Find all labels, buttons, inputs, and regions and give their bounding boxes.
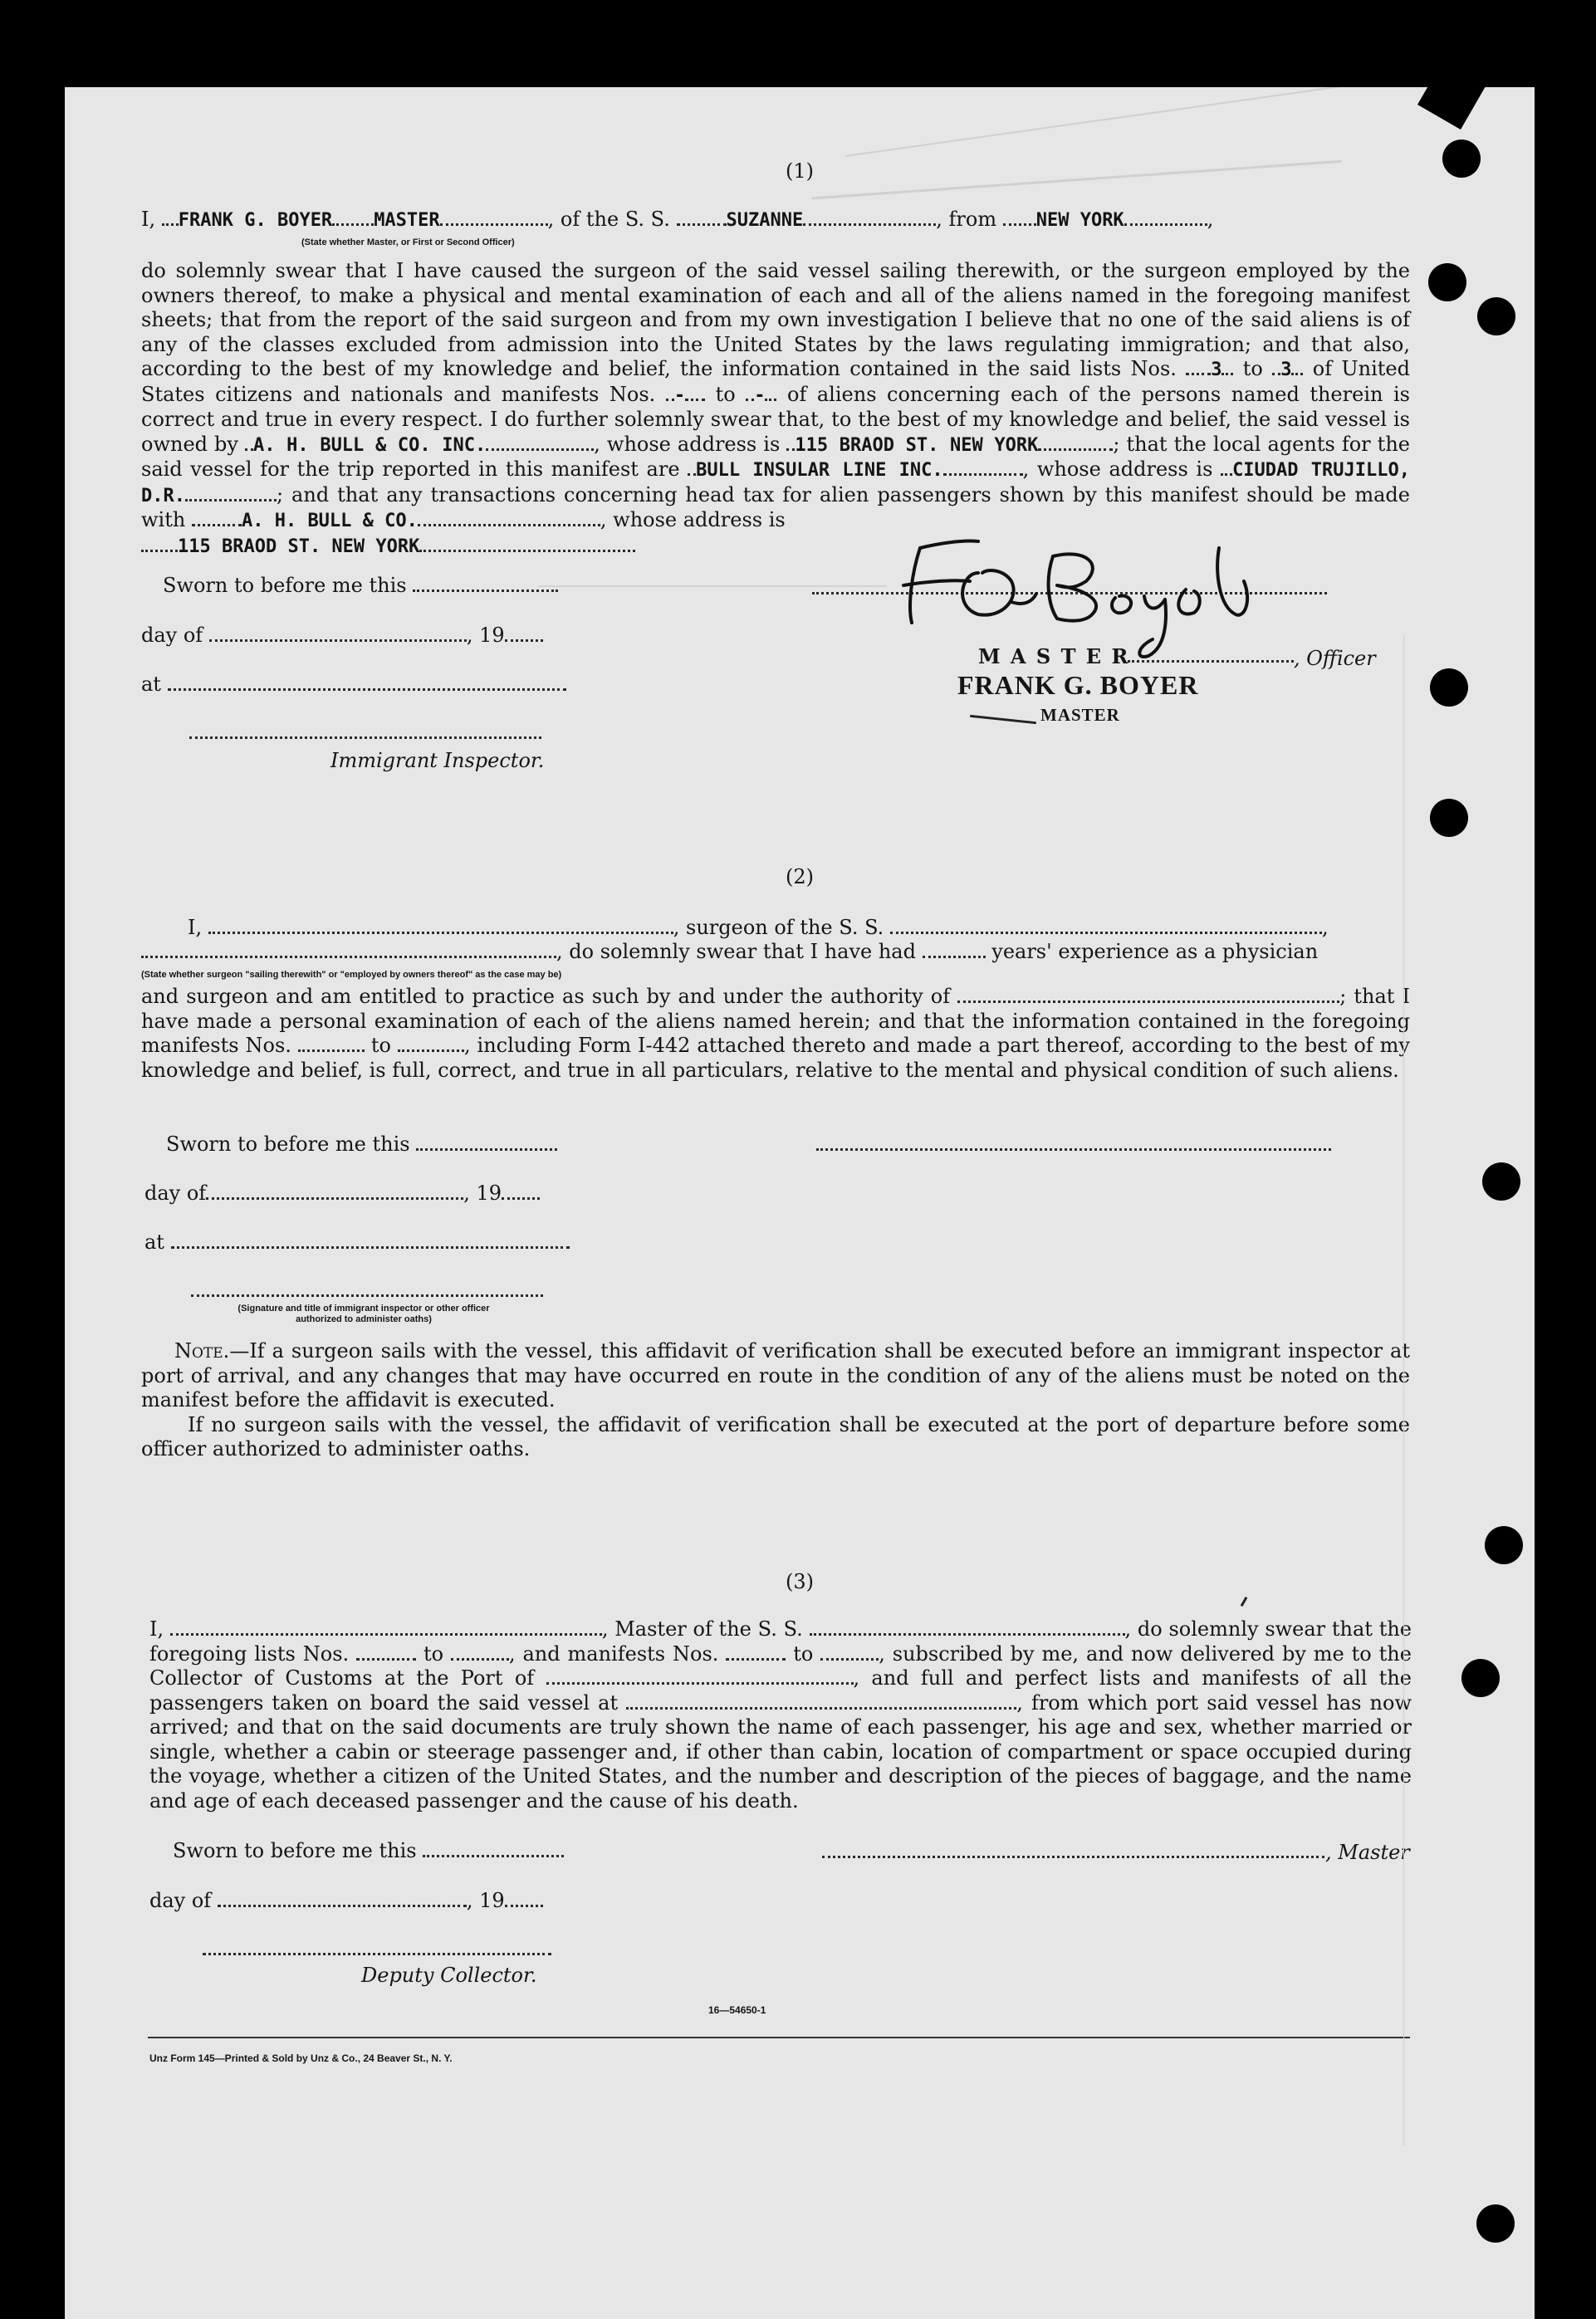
surgeon-of-label: , surgeon of the S. S. [673,916,884,939]
punch-hole [1430,799,1468,837]
owner-name: A. H. BULL & CO. INC. [253,434,487,456]
master-role-stamp: MASTER [1040,705,1120,725]
section-3-affidavit-text [149,1617,1412,1813]
local-agents: BULL INSULAR LINE INC. [696,460,943,481]
affidavit-text-6: ; and that any transactions concerning head tax for alien passengers shown by this manifest should be made with [141,482,1410,531]
manifests-to: - [754,384,766,406]
officer-title: M A S T E R [978,644,1130,668]
master-of-label: , Master of the S. S. [601,1617,803,1641]
affidavit-text-4: ; that the local agents for the said vessel for the trip reported in this manifest are [141,432,1410,481]
ghost-margin-line [1403,635,1404,2146]
master-name-stamp: FRANK G. BOYER [957,670,1199,700]
label-of-ss: , of the S. S. [547,208,670,231]
punch-hole [1442,139,1481,178]
section-2-line-2 [141,940,1318,964]
sworn-label: Sworn to before me this [166,1133,410,1156]
stamp-flourish [970,715,1036,724]
do-solemnly-label: , do solemnly [1124,1617,1259,1641]
agents-address: CIUDAD TRUJILLO, D.R. [141,460,1410,506]
label-to: to [370,1034,391,1057]
section-1-number: (1) [786,159,814,183]
punch-hole [1430,668,1468,707]
officer-suffix: , Officer [1294,647,1376,670]
day-of-line-1 [141,624,543,648]
sworn-line-2 [166,1133,557,1157]
master-signature-line-3 [822,1856,1324,1858]
day-of-label: day of [149,1889,212,1912]
collector-text-5: , from which port said vessel has now arrived; and that on the said documents are truly shown the name of each passenger, his age and sex, whether married or single, whether a cabin or steerage passenger and, if other than cabin, location of compartment or space occupied during the voyage, whether a citizen of the United States, and the number and description of the pieces of baggage, and the name and age of each deceased passenger and the cause of his death. [149,1690,1412,1813]
rank-hint: (State whether Master, or First or Second Officer) [301,237,515,247]
note-text-2: If no surgeon sails with the vessel, the affidavit of verification shall be executed at the port of departure before some officer authorized to administer oaths. [141,1412,1410,1460]
headtax-contact: A. H. BULL & CO. [241,511,418,531]
surgeon-signature-line [816,1148,1331,1151]
at-line-2 [144,1230,570,1255]
printer-imprint: Unz Form 145—Printed & Sold by Unz & Co., 24 Beaver St., N. Y. [149,2052,453,2064]
lists-to: 3 [1280,360,1292,380]
officer-signature-line-2 [191,1294,543,1297]
collector-text-2: , and manifests Nos. [508,1641,719,1666]
affidavit-text-5: , whose address is [1022,457,1213,481]
ship-name: SUZANNE [726,210,804,231]
section-3-number: (3) [786,1570,814,1593]
surgeon-text-1: and surgeon and am entitled to practice as such by and under the authority of [141,985,951,1008]
label-to: to [423,1641,444,1666]
label-to: to [715,382,736,406]
years-experience-label: years' experience as a physician [991,940,1319,963]
day-of-line-3 [149,1889,543,1913]
stray-mark [1241,1597,1254,1610]
day-of-line-2 [144,1182,540,1206]
master-name: FRANK G. BOYER [178,210,333,231]
punch-hole [1477,297,1515,335]
surgeon-text-3: , including Form I-442 attached thereto and made a part thereof, according to the best of my knowledge and belief, is full, correct, and true in all particulars, relative to the mental and physical condition of such aliens. [141,1034,1410,1082]
manifests-from: - [673,384,686,406]
punch-hole [1461,1659,1500,1697]
label-i: I, [141,208,156,231]
owner-address: 115 BRAOD ST. NEW YORK [795,434,1039,456]
at-label: at [141,673,161,696]
punch-hole [1485,1526,1523,1564]
sworn-label: Sworn to before me this [163,574,407,597]
manifest-affidavit-sheet [65,87,1535,2319]
departure-port: NEW YORK [1035,210,1124,231]
section-1-header-line: I, FRANK G. BOYER MASTER , of the S. S. SUZANNE , from NEW YORK , [141,208,1214,231]
day-of-label: day of [141,624,203,647]
year-label: , 19 [466,624,505,647]
punch-hole [1482,1162,1520,1201]
immigrant-inspector-label: Immigrant Inspector. [330,749,545,772]
sworn-line-1 [163,574,558,598]
affidavit-text-7: , whose address is [600,508,786,531]
inspector-signature-line [189,736,541,739]
deputy-signature-line [203,1953,551,1955]
swear-had-label: , do solemnly swear that I have had [556,940,916,963]
footer-rule [148,2037,1410,2038]
lists-from: 3 [1211,360,1222,380]
at-label: at [144,1230,164,1254]
note-label: Note. [174,1339,230,1363]
label-from: , from [936,208,997,231]
section-2-line-1: I, , surgeon of the S. S. , [188,916,1329,939]
label-i: I, [149,1617,164,1641]
surgeon-text-2: ; that I have made a personal examination of each of the aliens named herein; and that the information contained in the foregoing manifests Nos. [141,985,1410,1057]
deputy-collector-label: Deputy Collector. [361,1964,537,1987]
section-2-affidavit-text [141,985,1410,1083]
headtax-address: 115 BRAOD ST. NEW YORK [178,536,420,557]
surgeon-type-hint: (State whether surgeon "sailing therewith" or "employed by owners thereof" as the case may be) [141,970,562,980]
section-2-note [141,1339,1410,1462]
at-line-1 [141,673,566,697]
signature-title-hint: (Signature and title of immigrant inspector or other officer authorized to administer oaths) [237,1304,490,1324]
collector-text-4: , and full and perfect lists and manifests of all the passengers taken on board the said vessel at [149,1666,1412,1715]
officer-title-dots [1128,660,1294,663]
master-suffix: , Master [1325,1841,1410,1864]
label-whose-address: , whose address is [594,432,781,456]
section-2-number: (2) [786,865,814,888]
label-to: to [793,1641,814,1666]
collector-text-3: , subscribed by me, and now delivered by me to the Collector of Customs at the Port of [149,1641,1412,1690]
year-label: , 19 [463,1182,502,1205]
punch-hole [1428,263,1466,301]
affidavit-text-3: of aliens concerning each of the persons named therein is correct and true in every respect. I do further solemnly swear that, to the best of my knowledge and belief, the said vessel is owned by [141,382,1410,456]
section-1-affidavit-text [141,259,1410,559]
handwritten-signature [887,523,1319,664]
punch-hole [1476,2204,1515,2243]
day-of-label: day of [144,1182,207,1205]
sworn-label: Sworn to before me this [173,1839,417,1862]
affidavit-text-1: do solemnly swear that I have caused the surgeon of the said vessel sailing therewith, or the surgeon employed by the owners thereof, to make a physical and mental examination of each and all of the aliens named in the foregoing manifest sheets; that from the report of the said surgeon and from my own investigation I believe that no one of the said aliens is of any of the classes excluded from admission into the United States by the laws regulating immigration; and that also, according to the best of my knowledge and belief, the information contained in the said lists Nos. [141,259,1410,380]
label-i: I, [188,916,203,939]
affidavit-text-2: of United States citizens and nationals and manifests Nos. [141,357,1410,406]
master-rank: MASTER [374,210,440,231]
note-text: —If a surgeon sails with the vessel, this affidavit of verification shall be executed before an immigrant inspector at port of arrival, and any changes that may have occurred en route in the condition of any of the aliens must be noted on the manifest before the affidavit is executed. [141,1339,1410,1411]
label-to: to [1242,357,1263,380]
collector-text-1: swear that the foregoing lists Nos. [149,1617,1412,1666]
form-code: 16—54650-1 [708,2004,766,2016]
bleed-through-mark [538,585,887,612]
year-label: , 19 [466,1889,505,1912]
sworn-line-3 [173,1839,564,1863]
